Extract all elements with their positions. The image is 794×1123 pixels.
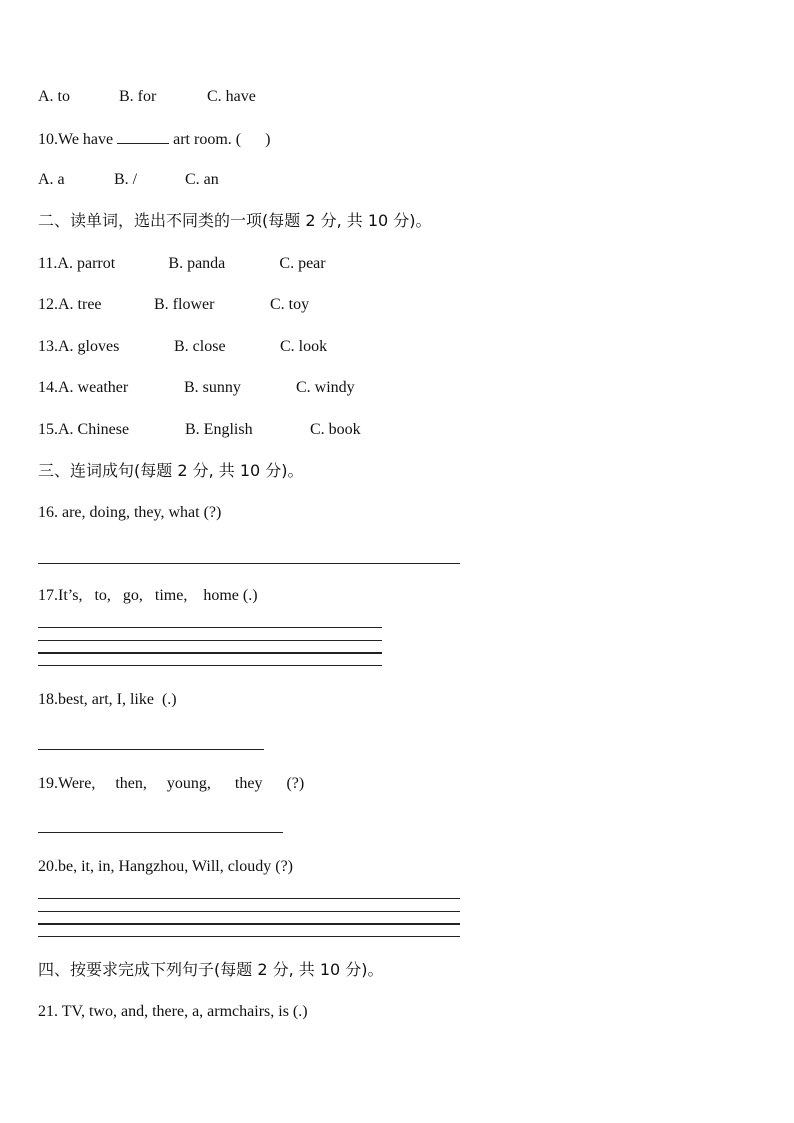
question-14	[38, 378, 355, 398]
q18-number: 18.	[38, 691, 58, 708]
q10-option-a: A. a	[38, 171, 65, 188]
q10-text-before: We have	[58, 131, 114, 148]
q13-number: 13.	[38, 338, 58, 355]
q14-option-a: A. weather	[58, 379, 129, 396]
q20-answer-line-2[interactable]	[38, 911, 460, 912]
q12-option-b: B. flower	[154, 296, 215, 313]
q14-number: 14.	[38, 379, 58, 396]
q20-answer-line-3[interactable]	[38, 923, 460, 925]
q17-words: It’s, to, go, time, home (.)	[58, 587, 258, 604]
q16-number: 16.	[38, 504, 58, 521]
q10-blank[interactable]	[117, 129, 169, 144]
q20-answer-line-4[interactable]	[38, 936, 460, 937]
q10-text-after: art room. (	[173, 131, 242, 148]
q17-answer-line-4[interactable]	[38, 665, 382, 666]
question-15	[38, 420, 361, 440]
q12-number: 12.	[38, 296, 58, 313]
q15-option-a: A. Chinese	[58, 421, 130, 438]
q9-option-c: C. have	[207, 88, 256, 105]
q20-words: be, it, in, Hangzhou, Will, cloudy (?)	[58, 858, 294, 875]
q12-option-a: A. tree	[58, 296, 102, 313]
section-2-heading: 二、读单词，选出不同类的一项(每题 2 分, 共 10 分)。	[38, 211, 432, 230]
q10-paren-close: )	[265, 131, 271, 148]
q11-option-a: A. parrot	[57, 255, 116, 272]
q10-option-b: B. /	[114, 171, 138, 188]
section-3-heading: 三、连词成句(每题 2 分, 共 10 分)。	[38, 461, 304, 480]
q14-option-b: B. sunny	[184, 379, 241, 396]
question-12	[38, 295, 309, 315]
question-18	[38, 690, 177, 710]
q17-number: 17.	[38, 587, 58, 604]
question-21	[38, 1002, 308, 1022]
q13-option-c: C. look	[280, 338, 328, 355]
q15-number: 15.	[38, 421, 58, 438]
question-11	[38, 254, 326, 274]
q19-words: Were, then, young, they (?)	[58, 775, 305, 792]
q16-answer-line[interactable]	[38, 563, 460, 564]
q17-answer-line-1[interactable]	[38, 627, 382, 628]
q11-option-b: B. panda	[168, 255, 226, 272]
q18-words: best, art, I, like (.)	[58, 691, 177, 708]
q17-answer-line-2[interactable]	[38, 640, 382, 641]
question-20	[38, 857, 293, 877]
q10-number: 10.	[38, 131, 58, 148]
q14-option-c: C. windy	[296, 379, 355, 396]
question-19	[38, 774, 304, 794]
q15-option-b: B. English	[185, 421, 253, 438]
q20-answer-line-1[interactable]	[38, 898, 460, 899]
q9-option-a: A. to	[38, 88, 70, 105]
q9-option-b: B. for	[119, 88, 157, 105]
q11-option-c: C. pear	[279, 255, 326, 272]
section-4-heading: 四、按要求完成下列句子(每题 2 分, 共 10 分)。	[38, 960, 384, 979]
q11-number: 11.	[38, 255, 58, 272]
q19-answer-line[interactable]	[38, 832, 283, 833]
question-16	[38, 503, 221, 523]
q13-option-a: A. gloves	[58, 338, 120, 355]
q10-option-c: C. an	[185, 171, 219, 188]
question-17	[38, 586, 258, 606]
q17-answer-line-3[interactable]	[38, 652, 382, 654]
q10-options	[38, 170, 219, 190]
q9-options	[38, 87, 256, 107]
q21-number: 21.	[38, 1003, 58, 1020]
q19-number: 19.	[38, 775, 58, 792]
q16-words: are, doing, they, what (?)	[62, 504, 222, 521]
question-13	[38, 337, 327, 357]
q13-option-b: B. close	[174, 338, 226, 355]
q12-option-c: C. toy	[270, 296, 310, 313]
q18-answer-line[interactable]	[38, 749, 264, 750]
q20-number: 20.	[38, 858, 58, 875]
question-10	[38, 129, 270, 150]
q15-option-c: C. book	[310, 421, 361, 438]
q21-words: TV, two, and, there, a, armchairs, is (.)	[61, 1003, 308, 1020]
